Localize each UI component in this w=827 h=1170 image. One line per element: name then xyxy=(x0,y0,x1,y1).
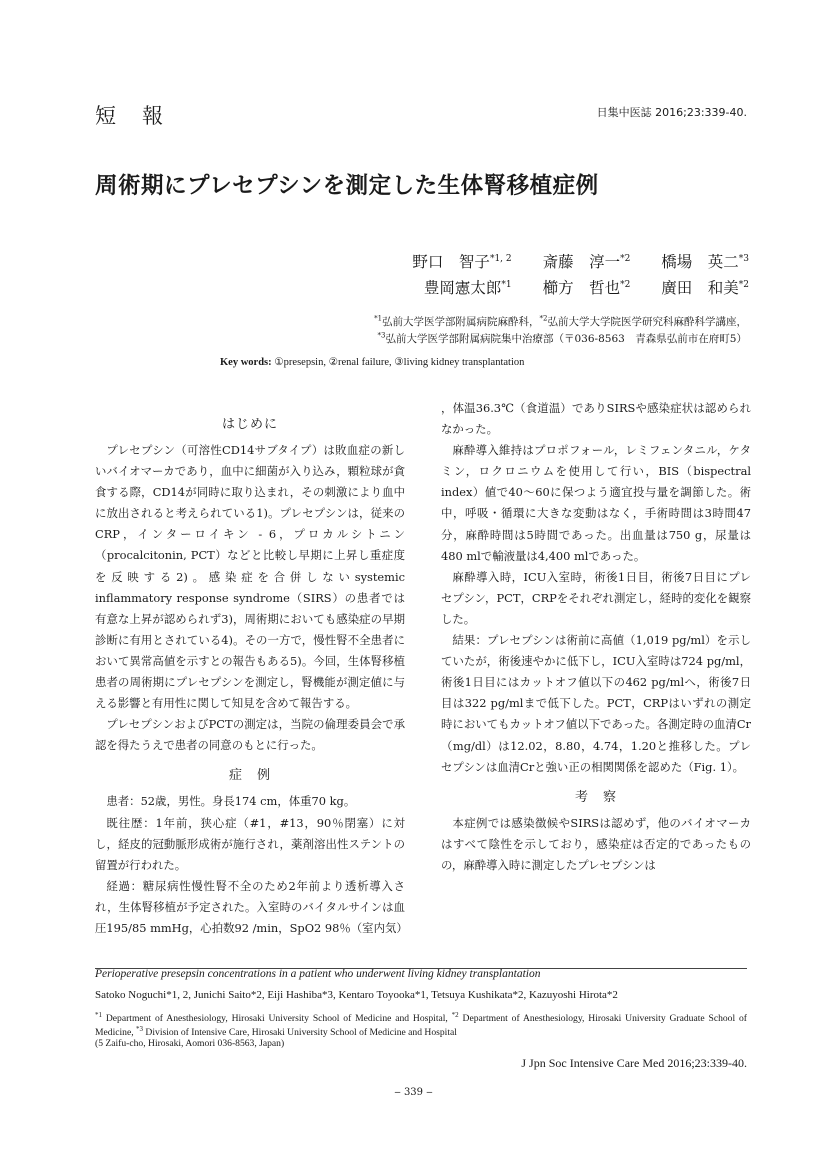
english-title: Perioperative presepsin concentrations in a patient who underwent living kidney transplantation xyxy=(95,968,541,980)
affiliation-line-2: $^{*3}$弘前大学医学部附属病院集中治療部（〒036-8563 青森県弘前市在府町5） xyxy=(377,331,747,345)
keywords xyxy=(220,356,524,368)
journal-citation-bottom: J Jpn Soc Intensive Care Med 2016;23:339-40. xyxy=(521,1056,747,1070)
section-heading-case: 症 例 xyxy=(228,768,271,784)
paragraph: 既往歴：1年前，狭心症（#1，#13，90％閉塞）に対し，経皮的冠動脈形成術が施行され，薬剤溶出性ステントの留置が行われた。 xyxy=(95,815,405,872)
journal-citation-top: 日集中医誌 2016;23:339-40. xyxy=(596,106,747,119)
keywords-text: ①presepsin, ②renal failure, ③living kidney transplantation xyxy=(274,357,525,368)
english-affiliations: $^{*1}$ Department of Anesthesiology, Hirosaki University School of Medicine and Hospital, $^{*2}$ Department of Anesthesiology, Hirosaki University Graduate School of Medicine, $^{*3}$ Division of Intensive Care, Hirosaki University School of Medicine and Hospital (5 Zaifu-cho, Hirosaki, Aomori 036-8563, Japan) xyxy=(95,1011,747,1050)
section-heading-intro: はじめに xyxy=(221,417,278,432)
paragraph: プレセプシン（可溶性CD14サブタイプ）は敗血症の新しいバイオマーカであり，血中に細菌が入り込み，顆粒球が貪食する際，CD14が同時に取り込まれ，その刺激により血中に放出されると考えられている1)。プレセプシンは，従来のCRP，インターロイキン - 6，プロカルシトニン（procalcitonin, PCT）などと比較し早期に上昇し重症度を反映する2)。感染症を合併しないsystemic inflammatory response syndrome（SIRS）の患者では有意な上昇が認められず3)，周術期においても感染症の早期診断に有用とされている4)。その一方で，慢性腎不全患者において異常高値を示すとの報告もある5)。今回，生体腎移植患者の周術期にプレセプシンを測定し，腎機能が測定値に与える影響と有用性に関して知見を含めて報告する。 xyxy=(95,443,405,711)
author-name: 豊岡憲太郎$^{*1}$ xyxy=(423,279,512,297)
article-title: 周術期にプレセプシンを測定した生体腎移植症例 xyxy=(95,173,599,199)
paragraph: 経過：糖尿病性慢性腎不全のため2年前より透析導入され，生体腎移植が予定された。入室時のバイタルサインは血圧195/85 mmHg，心拍数92 /min，SpO2 98％（室内気） xyxy=(95,878,408,935)
authors-row-1 xyxy=(386,250,749,272)
author-name: 櫛方 哲也$^{*2}$ xyxy=(542,279,631,297)
paragraph: プレセプシンおよびPCTの測定は，当院の倫理委員会で承認を得たうえで患者の同意のもとに行った。 xyxy=(95,717,405,753)
body-column-right xyxy=(441,398,751,876)
body-column-left xyxy=(95,410,408,939)
paragraph: 本症例では感染徴候やSIRSは認めず，他のバイオマーカはすべて陰性を示しており，感染症は否定的であったものの，麻酔導入時に測定したプレセプシンは xyxy=(441,815,751,872)
paragraph: 麻酔導入維持はプロポフォール，レミフェンタニル，ケタミン，ロクロニウムを使用して行い，BIS（bispectral index）値で40～60に保つよう適宜投与量を調節した。術中，呼吸・循環に大きな変動はなく，手術時間は3時間47分，麻酔時間は5時間であった。出血量は750 g，尿量は480 mlで輸液量は4,400 mlであった。 xyxy=(441,443,751,563)
section-heading-discussion: 考 察 xyxy=(574,789,617,805)
english-authors: Satoko Noguchi*1, 2, Junichi Saito*2, Eiji Hashiba*3, Kentaro Toyooka*1, Tetsuya Kushikata*2, Kazuyoshi Hirota*2 xyxy=(95,989,618,1001)
author-name: 斎藤 淳一$^{*2}$ xyxy=(542,253,631,271)
author-name: 廣田 和美$^{*2}$ xyxy=(661,279,749,297)
paragraph: 結果：プレセプシンは術前に高値（1,019 pg/ml）を示していたが，術後速やかに低下し，ICU入室時は724 pg/ml，術後1日目にはカットオフ値以下の462 pg/mlへ，術後7日目は322 pg/mlまで低下した。PCT，CRPはいずれの測定時においてもカットオフ値以下であった。各測定時の血清Cr（mg/dl）は12.02，8.80，4.74，1.20と推移した。プレセプシンは血清Crと強い正の相関関係を認めた（Fig. 1）。 xyxy=(441,633,751,774)
paragraph: 麻酔導入時，ICU入室時，術後1日目，術後7日目にプレセプシン，PCT，CRPをそれぞれ測定し，経時的変化を観察した。 xyxy=(441,569,751,626)
author-name: 野口 智子$^{*1, 2}$ xyxy=(412,253,512,271)
paragraph-continued: ，体温36.3℃（食道温）でありSIRSや感染症状は認められなかった。 xyxy=(441,401,751,437)
authors-row-2 xyxy=(398,276,749,298)
paragraph: 患者：52歳，男性。身長174 cm，体重70 kg。 xyxy=(106,794,356,809)
keywords-label: Key words: xyxy=(220,357,272,368)
page-number: ‒ 339 ‒ xyxy=(394,1087,433,1098)
author-name: 橋場 英二$^{*3}$ xyxy=(661,253,749,271)
affiliation-line-1: $^{*1}$弘前大学医学部附属病院麻酔科，$^{*2}$弘前大学大学院医学研究科麻酔科学講座， xyxy=(374,314,747,328)
section-type-label: 短報 xyxy=(95,104,189,128)
